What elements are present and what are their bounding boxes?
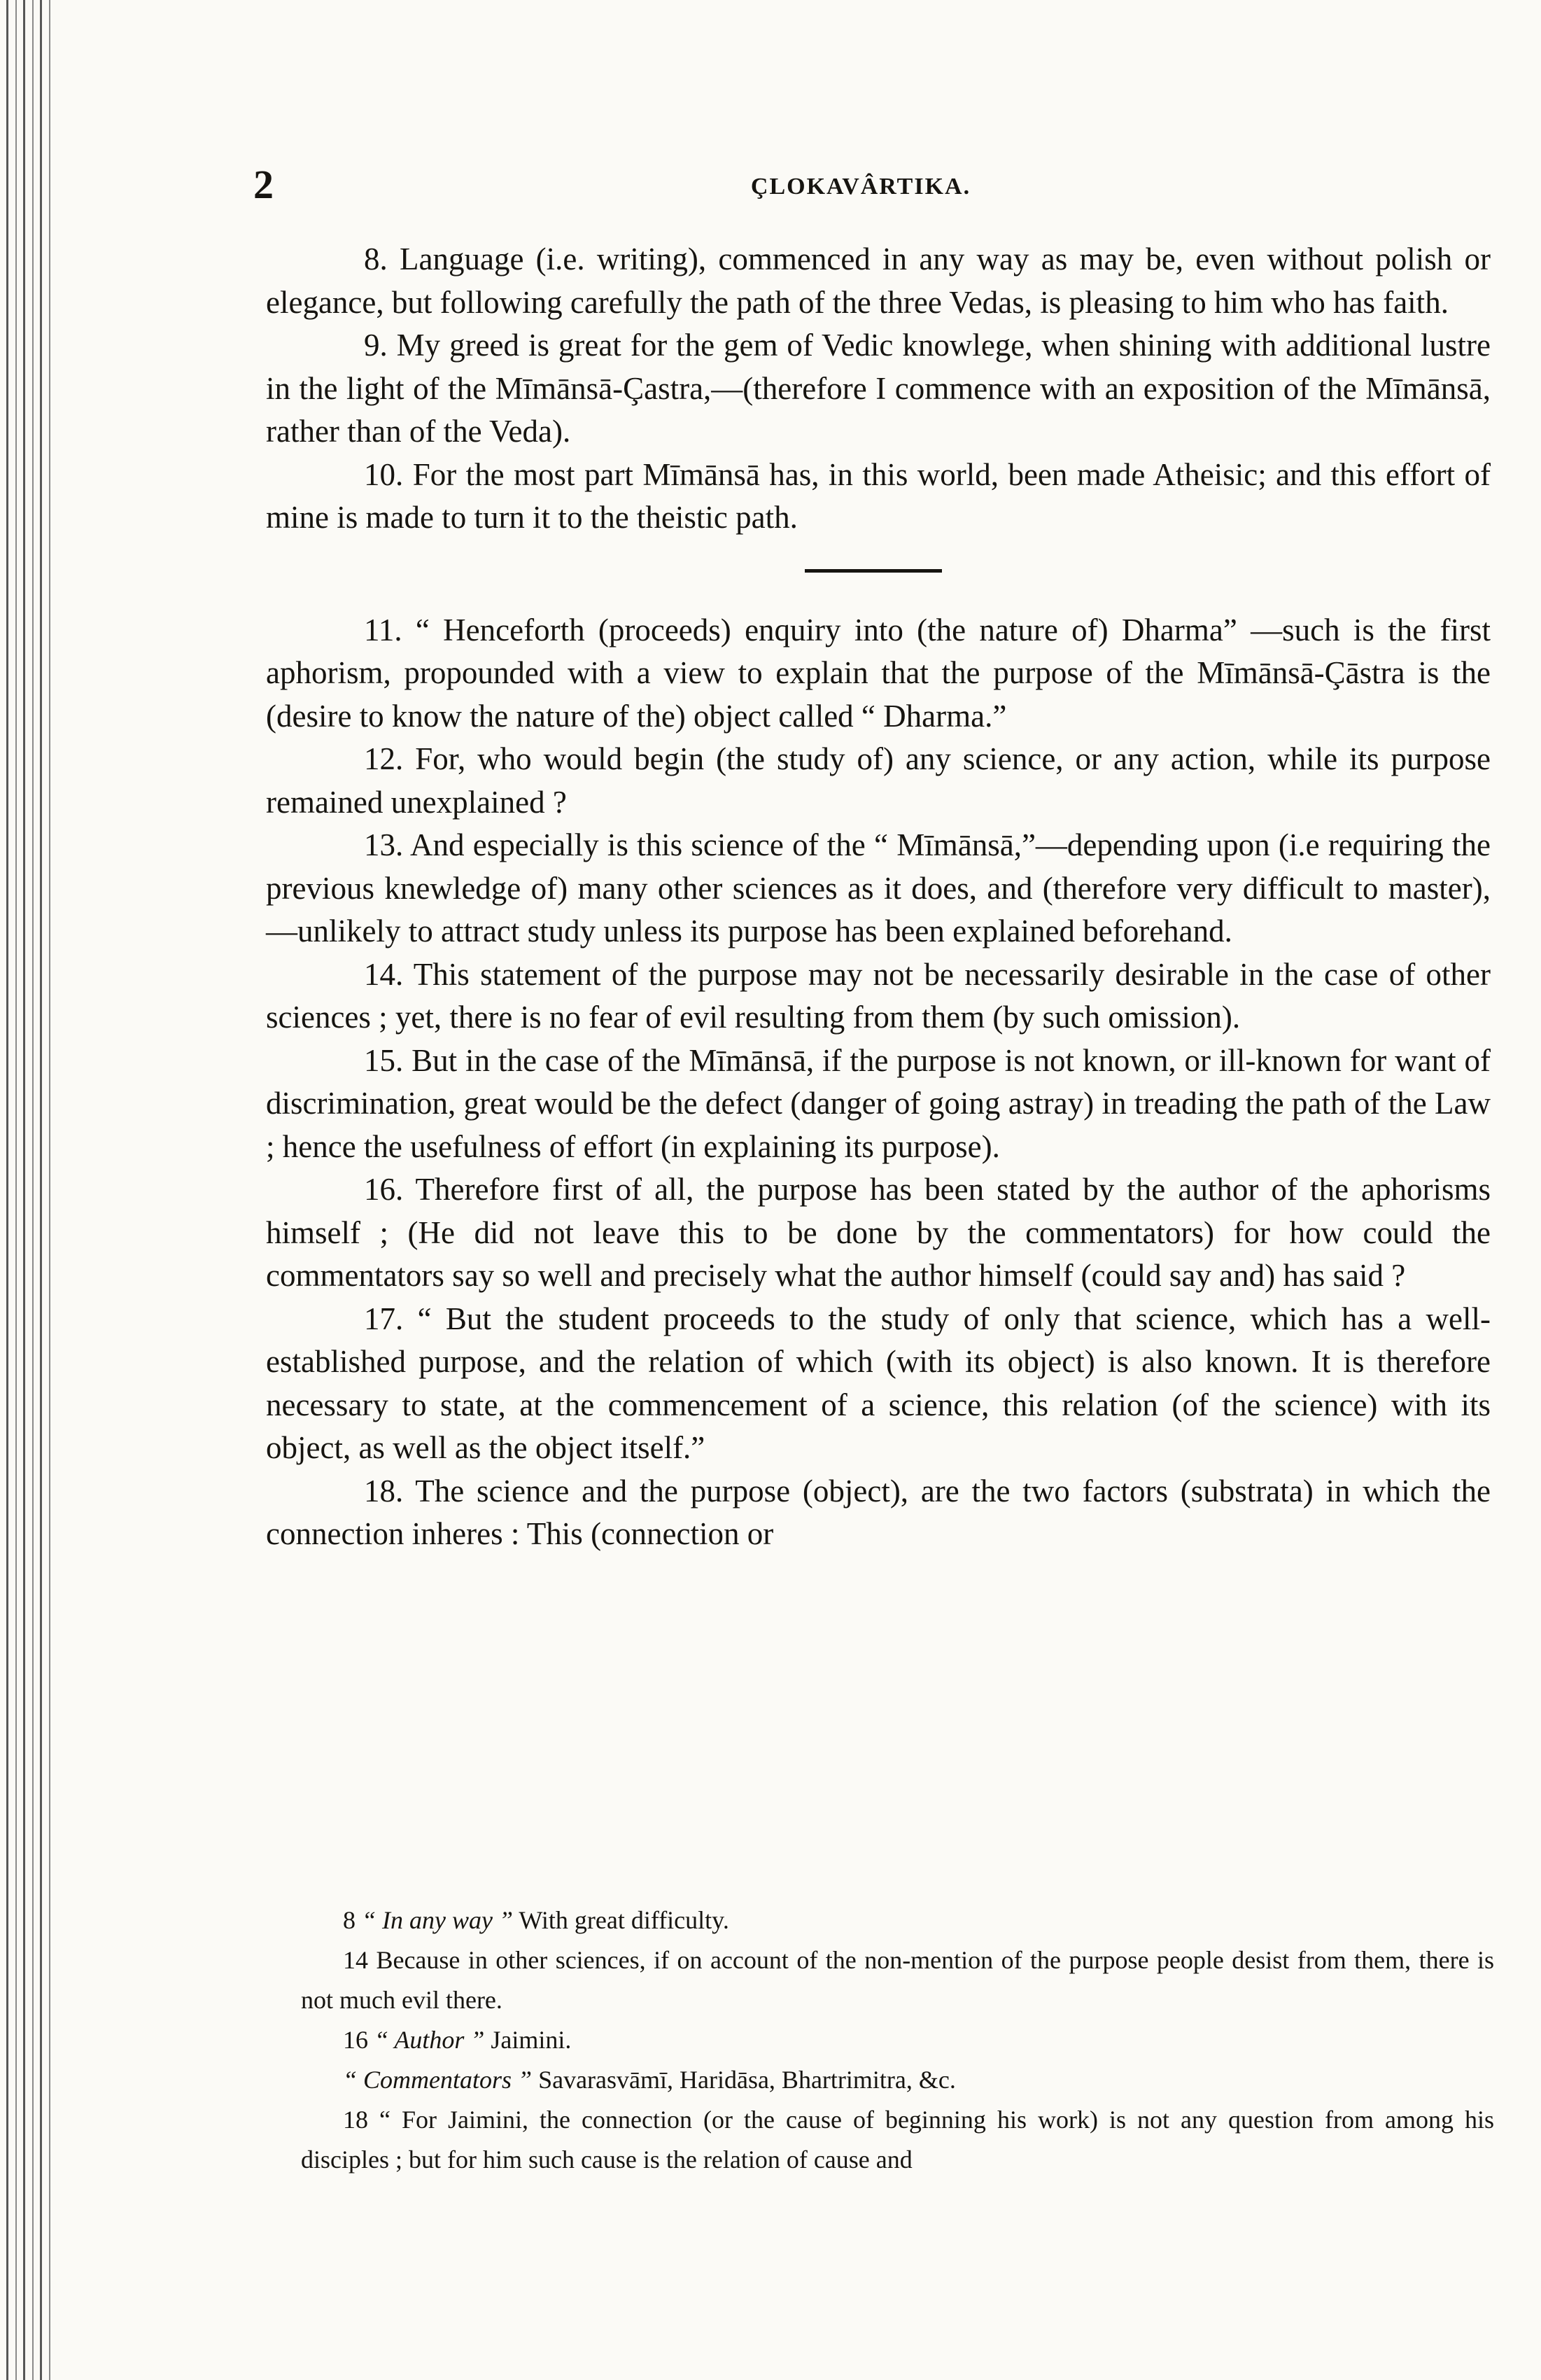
paragraph-12: 12. For, who would begin (the study of) any science, or any action, while its purpose remained unexplained ?: [266, 741, 1491, 820]
section-divider: [805, 569, 942, 573]
footnote-18: 18 “ For Jaimini, the connection (or the cause of beginning his work) is not any question from among his disciples ; but for him such cause is the relation of cause and: [301, 2106, 1495, 2174]
running-title: ÇLOKAVÂRTIKA.: [750, 174, 971, 200]
paragraph-15: 15. But in the case of the Mīmānsā, if the purpose is not known, or ill-known for want of discrimination, great would be the defect (danger of going astray) in treading the path of the Law ; hence the usefulness of effort (in explaining its purpose).: [266, 1042, 1491, 1164]
footnote-8: 8 “ In any way ” With great difficulty.: [343, 1906, 729, 1934]
paragraph-16: 16. Therefore first of all, the purpose has been stated by the author of the aphorisms himself ; (He did not leave this to be done by the commentators) for how could the commentators say so well and precisely what the author himself (could say and) has said ?: [266, 1172, 1491, 1293]
paragraph-18: 18. The science and the purpose (object), are the two factors (substrata) in which the connection inheres : This (connection or: [266, 1473, 1491, 1551]
book-binding-edge: [0, 0, 56, 2380]
main-text: [266, 238, 1491, 1556]
paragraph-9: 9. My greed is great for the gem of Vedic knowlege, when shining with additional lustre in the light of the Mīmānsā-Çastra,—(therefore I commence with an exposition of the Mīmānsā, rather than of the Veda).: [266, 328, 1491, 449]
paragraph-8: 8. Language (i.e. writing), commenced in any way as may be, even without polish or elegance, but following carefully the path of the three Vedas, is pleasing to him who has faith.: [266, 241, 1491, 320]
paragraph-17: 17. “ But the student proceeds to the study of only that science, which has a well-established purpose, and the relation of which (with its object) is also known. It is therefore necessary to state, at the commencement of a science, this relation (of the science) with its object, as well as the object itself.”: [266, 1301, 1491, 1465]
footnote-commentators: “ Commentators ” Savarasvāmī, Haridāsa, Bhartrimitra, &c.: [343, 2066, 956, 2094]
page-header: [0, 161, 1541, 217]
paragraph-11: 11. “ Henceforth (proceeds) enquiry into (the nature of) Dharma” —such is the first aphorism, propounded with a view to explain that the purpose of the Mīmānsā-Çāstra is the (desire to know the nature of the) object called “ Dharma.”: [266, 612, 1491, 734]
paragraph-13: 13. And especially is this science of the “ Mīmānsā,”—depending upon (i.e requiring the previous knewledge of) many other sciences as it does, and (therefore very difficult to master),—unlikely to attract study unless its purpose has been explained beforehand.: [266, 827, 1491, 948]
paragraph-10: 10. For the most part Mīmānsā has, in this world, been made Atheisic; and this effort of mine is made to turn it to the theistic path.: [266, 456, 1491, 535]
footnotes: [301, 1900, 1494, 2180]
footnote-16: 16 “ Author ” Jaimini.: [343, 2026, 572, 2054]
footnote-14: 14 Because in other sciences, if on account of the non-mention of the purpose people desist from them, there is not much evil there.: [301, 1946, 1494, 2014]
page-number: 2: [253, 162, 274, 207]
paragraph-14: 14. This statement of the purpose may not be necessarily desirable in the case of other sciences ; yet, there is no fear of evil resulting from them (by such omission).: [266, 956, 1491, 1035]
